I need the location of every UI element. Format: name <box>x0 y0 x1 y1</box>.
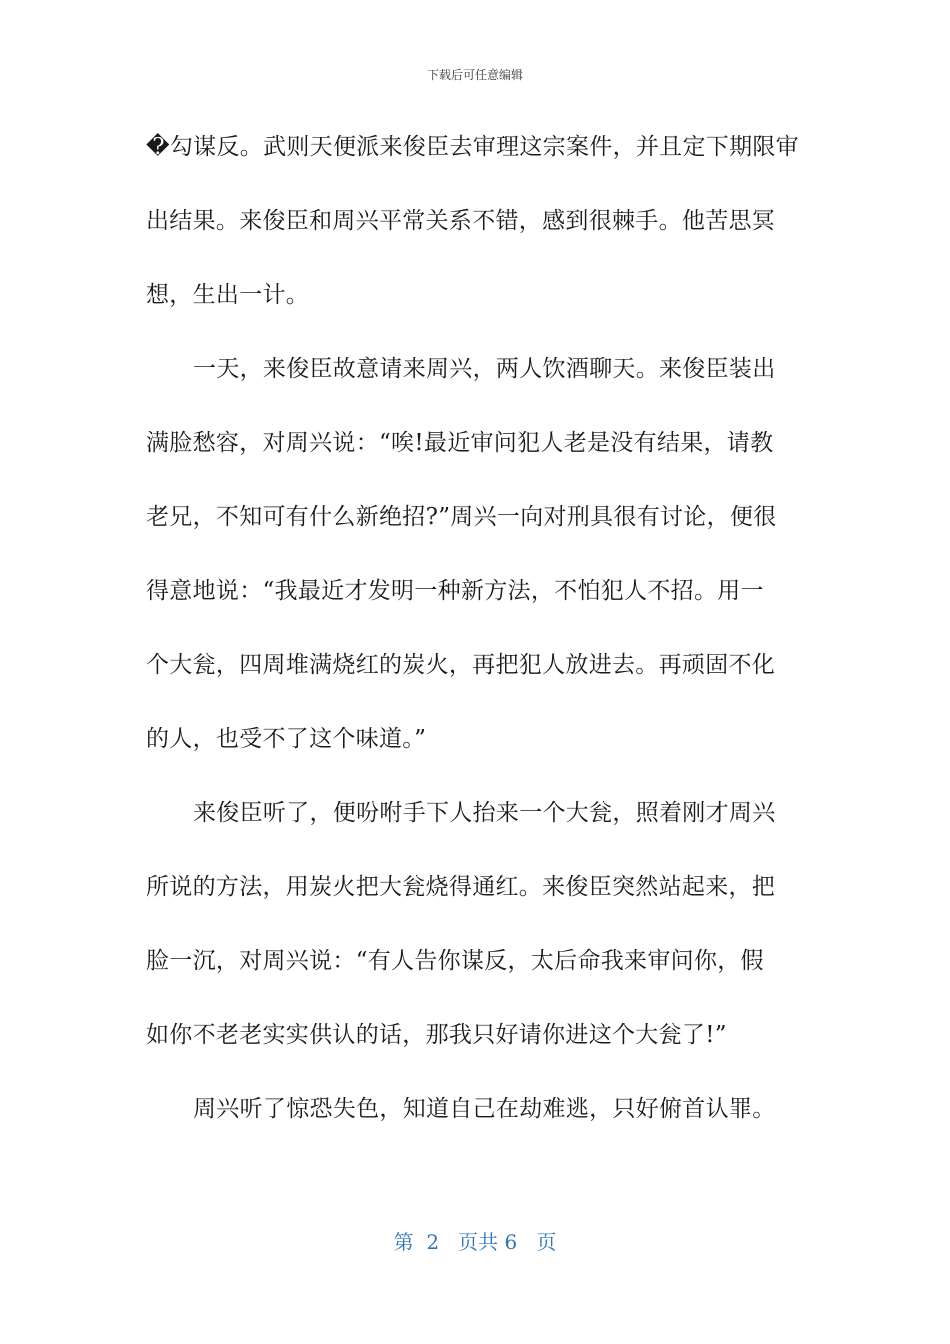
text-line: 得意地说：“我最近才发明一种新方法，不怕犯人不招。用一 <box>146 578 764 604</box>
text-line: 一天，来俊臣故意请来周兴，两人饮酒聊天。来俊臣装出 <box>193 356 776 382</box>
text-line: 老兄，不知可有什么新绝招?”周兴一向对刑具很有讨论，便很 <box>146 504 777 530</box>
text-line: 来俊臣听了，便吩咐手下人抬来一个大瓮，照着刚才周兴 <box>193 800 776 826</box>
text-line: 脸一沉，对周兴说：“有人告你谋反，太后命我来审问你，假 <box>146 948 764 974</box>
text-line: 周兴听了惊恐失色，知道自己在劫难逃，只好俯首认罪。 <box>193 1096 776 1122</box>
text-line: 如你不老老实实供认的话，那我只好请你进这个大瓮了!” <box>146 1022 727 1048</box>
text-line: �勾谋反。武则天便派来俊臣去审理这宗案件，并且定下期限审 <box>146 134 799 160</box>
text-line: 满脸愁容，对周兴说：“唉!最近审问犯人老是没有结果，请教 <box>146 430 774 456</box>
text-line: 的人，也受不了这个味道。” <box>146 726 427 752</box>
text-line: 所说的方法，用炭火把大瓮烧得通红。来俊臣突然站起来，把 <box>146 874 776 900</box>
text-line: 想，生出一计。 <box>146 282 310 308</box>
text-line: 个大瓮，四周堆满烧红的炭火，再把犯人放进去。再顽固不化 <box>146 652 776 678</box>
page-header: 下载后可任意编辑 <box>426 68 523 82</box>
text-line: 出结果。来俊臣和周兴平常关系不错，感到很棘手。他苦思冥 <box>146 208 776 234</box>
document-body <box>146 110 806 1146</box>
page-number-footer: 第 2 页共 6 页 <box>393 1230 557 1254</box>
